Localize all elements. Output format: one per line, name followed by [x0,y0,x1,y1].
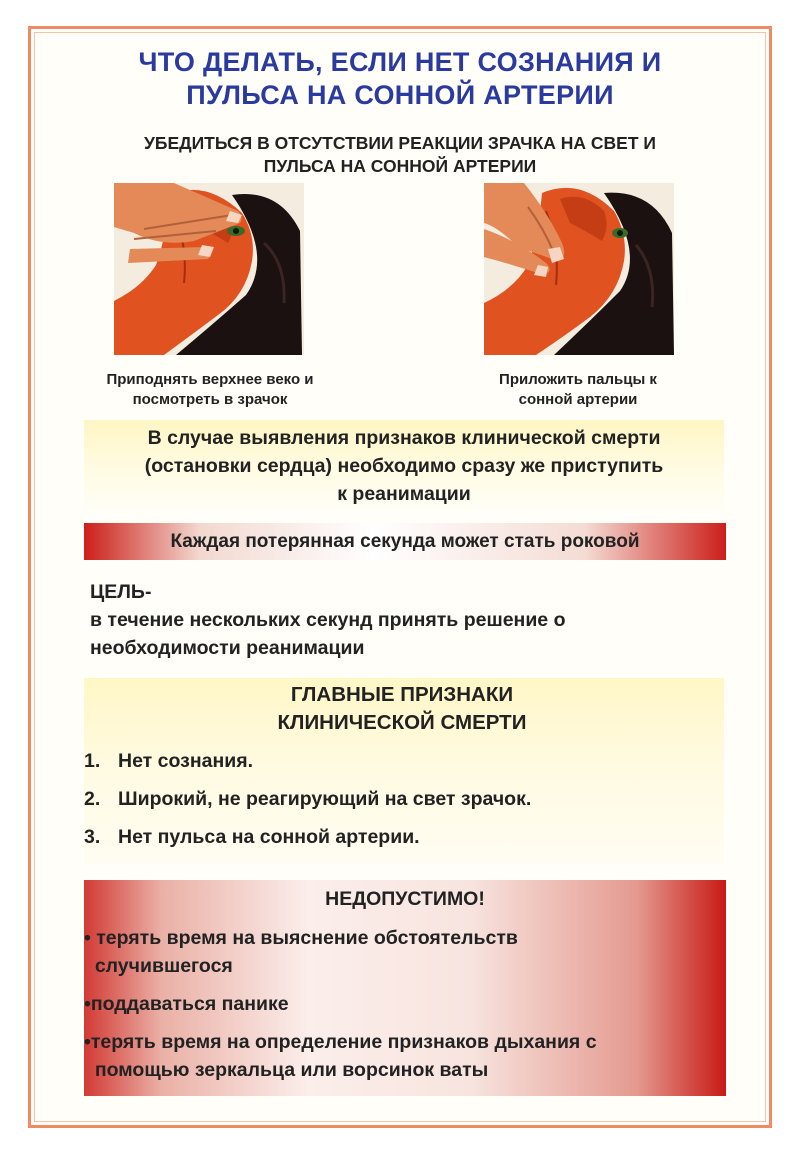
page-title [0,46,800,112]
subtitle-line-2: ПУЛЬСА НА СОННОЙ АРТЕРИИ [263,156,537,176]
forbidden-item-line: помощью зеркальца или ворсинок ваты [84,1059,489,1081]
caption-carotid-line-2: сонной артерии [518,391,638,408]
notice-line-2: (остановки сердца) необходимо сразу же приступить [144,455,664,477]
goal-label: ЦЕЛЬ- [90,581,152,603]
list-item [84,824,724,862]
forbidden-list [84,924,714,1084]
list-item-text: Широкий, не реагирующий на свет зрачок. [118,788,532,810]
caption-eyelid-line-2: посмотреть в зрачок [132,391,288,408]
forbidden-item-line: случившегося [84,955,233,977]
list-item-number: 3. [84,826,101,848]
list-item [84,924,714,980]
title-line-1: ЧТО ДЕЛАТЬ, ЕСЛИ НЕТ СОЗНАНИЯ И [138,47,662,77]
caption-carotid [438,370,718,410]
main-signs-list [84,748,724,862]
list-item [84,1028,714,1084]
main-signs-title-line-2: КЛИНИЧЕСКОЙ СМЕРТИ [277,711,527,734]
main-signs-title-line-1: ГЛАВНЫЕ ПРИЗНАКИ [290,683,514,706]
forbidden-item-line: •поддаваться панике [84,993,289,1015]
notice-line-1: В случае выявления признаков клинической смерти [147,427,661,449]
carotid-pulse-illustration [484,183,674,355]
goal-line-1: в течение нескольких секунд принять решение о [90,609,566,631]
caption-carotid-line-1: Приложить пальцы к [499,371,657,388]
forbidden-item-line: •терять время на определение признаков дыхания с [84,1031,597,1053]
eyelid-check-illustration [114,183,304,355]
subtitle [0,132,800,178]
caption-eyelid [70,370,350,410]
list-item-text: Нет сознания. [118,750,254,772]
main-signs-title [84,681,720,737]
goal-section [90,578,730,662]
goal-line-2: необходимости реанимации [90,637,365,659]
clinical-death-notice [84,424,724,508]
list-item [84,748,724,786]
list-item [84,786,724,824]
list-item-text: Нет пульса на сонной артерии. [118,826,420,848]
title-line-2: ПУЛЬСА НА СОННОЙ АРТЕРИИ [186,80,614,110]
list-item [84,990,714,1018]
list-item-number: 1. [84,750,101,772]
subtitle-line-1: УБЕДИТЬСЯ В ОТСУТСТВИИ РЕАКЦИИ ЗРАЧКА НА СВЕТ И [144,133,656,153]
forbidden-title: НЕДОПУСТИМО! [325,888,485,910]
list-item-number: 2. [84,788,101,810]
notice-line-3: к реанимации [337,483,471,505]
forbidden-item-line: • терять время на выяснение обстоятельств [84,927,518,949]
warning-banner: Каждая потерянная секунда может стать роковой [170,531,640,552]
caption-eyelid-line-1: Приподнять верхнее веко и [106,371,314,388]
